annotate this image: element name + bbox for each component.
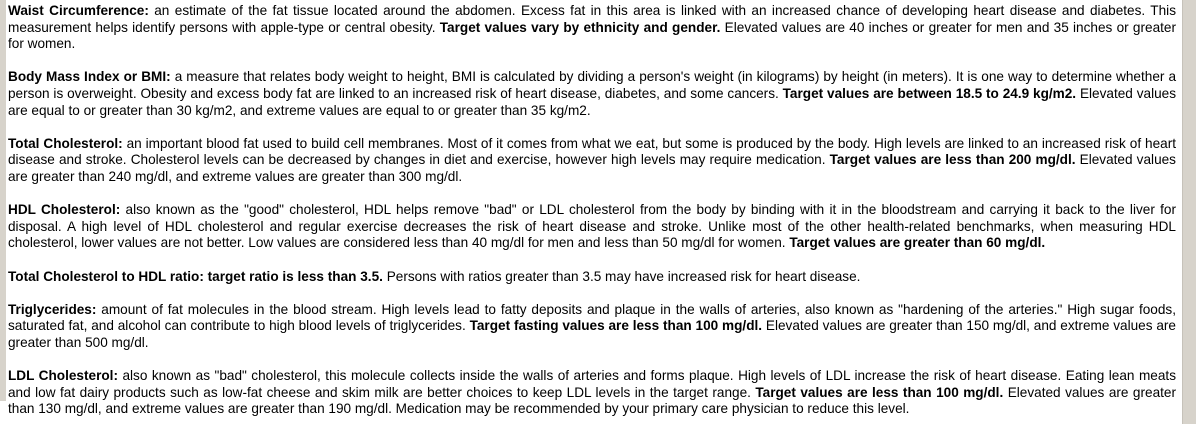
text-segment: also known as the "good" cholesterol, HDL helps remove "bad" or LDL cholesterol from the body by binding with it in the bloodstream and carrying it back to the liver for disposal. A high level of HDL cholesterol and regular exercise decreases the risk of heart disease and stroke. Unlike most of the other health-related benchmarks, when measuring HDL cholesterol, lower values are not better. Low values are considered less than 40 mg/dl for men and less than 50 mg/dl for women. — [8, 202, 1176, 251]
bold-text-segment: Target values are greater than 60 mg/dl. — [789, 235, 1046, 251]
text-segment: Elevated values are greater than 130 mg/dl, and extreme values are greater than 190 mg/dl. Medication may be recommended by your primary care physician to reduce this level. — [8, 384, 1176, 417]
text-segment: Elevated values are equal to or greater than 30 kg/m2, and extreme values are equal to or greater than 35 kg/m2. — [8, 85, 1177, 118]
text-segment: Elevated values are greater than 150 mg/dl, and extreme values are greater than 500 mg/dl. — [8, 318, 1176, 350]
text-segment: Elevated values are 40 inches or greater for men and 35 inches or greater for women. — [8, 19, 1177, 52]
bold-text-segment: Total Cholesterol: — [8, 135, 127, 151]
bold-text-segment: Total Cholesterol to HDL ratio: target ratio is less than 3.5. — [8, 268, 387, 284]
bold-text-segment: Triglycerides: — [8, 301, 102, 317]
definition-paragraph-triglycerides — [8, 302, 1176, 352]
text-segment: a measure that relates body weight to height, BMI is calculated by dividing a person's weight (in kilograms) by height (in meters). It is one way to determine whether a person is overweight. Obesity and excess body fat are linked to an increased risk of heart disease, diabetes, and some cancers. — [8, 69, 1177, 101]
bold-text-segment: Body Mass Index or BMI: — [8, 69, 175, 85]
bold-text-segment: LDL Cholesterol: — [8, 368, 123, 384]
definition-paragraph-ldl-cholesterol — [8, 368, 1176, 418]
bold-text-segment: Target values vary by ethnicity and gender. — [439, 19, 725, 35]
text-segment: Elevated values are greater than 240 mg/dl, and extreme values are greater than 300 mg/dl. — [8, 152, 1176, 184]
bold-text-segment: HDL Cholesterol: — [8, 202, 126, 218]
vertical-scrollbar-track[interactable] — [1182, 0, 1196, 424]
left-edge-strip — [0, 0, 6, 401]
definition-paragraph-hdl-cholesterol — [8, 202, 1176, 252]
definition-paragraph-waist-circumference — [8, 3, 1176, 53]
definition-paragraph-total-cholesterol — [8, 136, 1176, 186]
bold-text-segment: Target fasting values are less than 100 mg/dl. — [469, 318, 766, 334]
bold-text-segment: Target values are less than 100 mg/dl. — [755, 384, 1008, 400]
text-segment: an estimate of the fat tissue located around the abdomen. Excess fat in this area is linked with an increased chance of developing heart disease and diabetes. This measurement helps identify persons with apple-type or central obesity. — [8, 3, 1176, 35]
text-segment: Persons with ratios greater than 3.5 may have increased risk for heart disease. — [386, 268, 861, 284]
definition-paragraph-cholesterol-hdl-ratio — [8, 269, 1176, 286]
definitions-list — [8, 3, 1176, 434]
text-segment: an important blood fat used to build cell membranes. Most of it comes from what we eat, but some is produced by the body. High levels are linked to an increased risk of heart disease and stroke. Cholesterol levels can be decreased by changes in diet and exercise, however high levels may require medication. — [8, 135, 1176, 168]
bold-text-segment: Target values are between 18.5 to 24.9 kg/m2. — [782, 85, 1080, 101]
bold-text-segment: Target values are less than 200 mg/dl. — [829, 152, 1080, 168]
text-segment: also known as "bad" cholesterol, this molecule collects inside the walls of arteries and forms plaque. High levels of LDL increase the risk of heart disease. Eating lean meats and low fat dairy products such as low-fat cheese and skim milk are better choices to keep LDL levels in the target range. — [8, 368, 1176, 400]
definition-paragraph-body-mass-index — [8, 69, 1176, 119]
bold-text-segment: Waist Circumference: — [8, 3, 155, 18]
text-segment: amount of fat molecules in the blood stream. High levels lead to fatty deposits and plaque in the walls of arteries, also known as "hardening of the arteries." High sugar foods, saturated fat, and alcohol can contribute to high blood levels of triglycerides. — [8, 301, 1176, 334]
